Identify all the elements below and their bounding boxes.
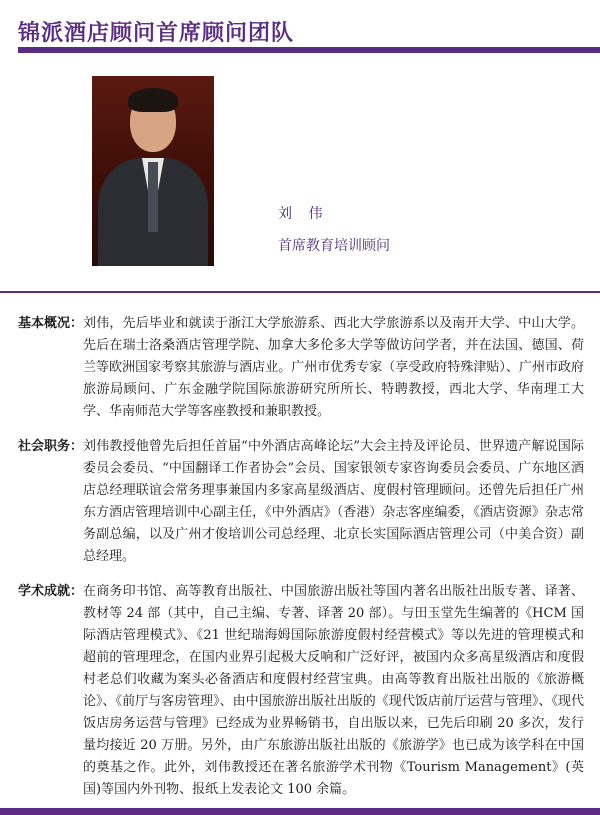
- portrait-hair: [128, 88, 178, 112]
- person-name: 刘 伟: [278, 206, 329, 222]
- section-basic-overview: [18, 313, 584, 423]
- footer-rule: [0, 808, 600, 815]
- profile-sections: [18, 313, 584, 814]
- header-rule: [18, 47, 600, 53]
- section-label: 基本概况：: [18, 316, 84, 331]
- section-academic-achievements: [18, 581, 584, 801]
- page-title: 锦派酒店顾问首席顾问团队: [18, 21, 295, 46]
- portrait-photo: [92, 76, 214, 266]
- section-label: 学术成就：: [18, 584, 84, 599]
- section-text: 刘伟，先后毕业和就读于浙江大学旅游系、西北大学旅游系以及南开大学、中山大学。先后在瑞士洛桑酒店管理学院、加拿大多伦多大学等做访问学者，并在法国、德国、荷兰等欧洲国家考察其旅游与酒店业。广州市优秀专家（享受政府特殊津贴）、广州市政府旅游局顾问、广东金融学院国际旅游研究所所长、特聘教授，西北大学、华南理工大学、华南师范大学等客座教授和兼职教授。: [83, 316, 584, 419]
- portrait-tie: [148, 162, 158, 232]
- page-header: [0, 0, 600, 60]
- profile-name-block: [278, 203, 390, 255]
- person-title: 首席教育培训顾问: [278, 238, 390, 254]
- section-label: 社会职务：: [18, 439, 84, 454]
- section-social-positions: [18, 436, 584, 568]
- section-text: 刘伟教授他曾先后担任首届“中外酒店高峰论坛”大会主持及评论员、世界遗产解说国际委员会委员、“中国翻译工作者协会”会员、国家银领专家咨询委员会委员、广东地区酒店总经理联谊会常务理事兼国内多家高星级酒店、度假村管理顾问。还曾先后担任广州东方酒店管理培训中心副主任，《中外酒店》（香港）杂志客座编委，《酒店资源》杂志常务副总编，以及广州才俊培训公司总经理、北京长实国际酒店管理公司（中美合资）副总经理。: [83, 439, 584, 564]
- section-divider: [0, 291, 600, 293]
- section-text: 在商务印书馆、高等教育出版社、中国旅游出版社等国内著名出版社出版专著、译著、教材等 24 部（其中，自己主编、专著、译著 20 部）。与田玉堂先生编著的《HCM 国际酒店管理模式》、《21 世纪瑞海姆国际旅游度假村经营模式》等以先进的管理模式和超前的管理理念，在国内业界引起极大反响和广泛好评，被国内众多高星级酒店和度假村老总们收藏为案头必备酒店和度假村经营宝典。由高等教育出版社出版的《旅游概论》、《前厅与客房管理》、由中国旅游出版社出版的《现代饭店前厅运营与管理》、《现代饭店房务运营与管理》已经成为业界畅销书，自出版以来，已先后印刷 20 多次，发行量均接近 20 万册。另外，由广东旅游出版社出版的《旅游学》也已成为该学科在中国的奠基之作。此外，刘伟教授还在著名旅游学术刊物《Tourism Management》(英国)等国内外刊物、报纸上发表论文 100 余篇。: [83, 584, 584, 797]
